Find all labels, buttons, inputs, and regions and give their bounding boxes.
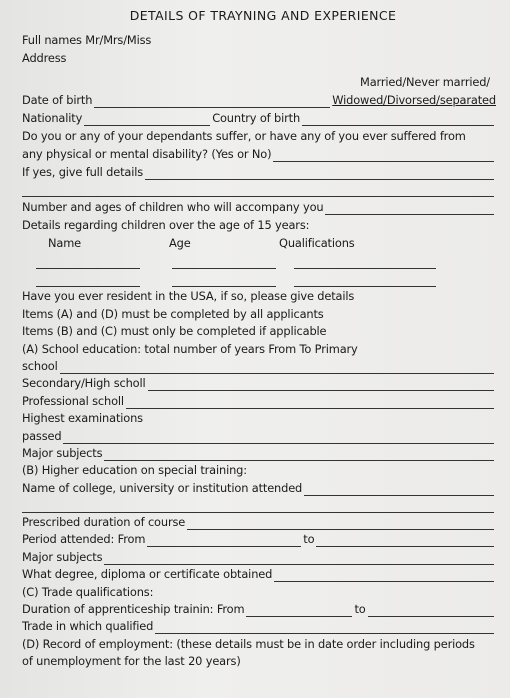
if-yes-label: If yes, give full details	[22, 165, 144, 179]
marital-status-options-2: Widowed/Divorsed/separated	[332, 93, 496, 107]
secondary-row	[22, 374, 496, 391]
address-row	[22, 48, 496, 66]
disability-question-1: Do you or any of your dependants suffer, or have any of you ever suffered from	[22, 129, 466, 143]
items-ad-row	[22, 304, 496, 321]
marital-status-row	[22, 72, 496, 90]
apprenticeship-to-label: to	[354, 602, 366, 617]
disability-question-row-2	[22, 144, 496, 162]
section-a-heading-row	[22, 339, 496, 356]
items-bc-note: Items (B) and (C) must only be completed if applicable	[22, 324, 327, 339]
dob-field[interactable]	[94, 95, 330, 108]
if-yes-extra-line[interactable]	[22, 180, 494, 197]
child-name-field[interactable]	[36, 274, 140, 287]
passed-row	[22, 426, 496, 443]
child-name-field[interactable]	[36, 256, 140, 269]
section-d-row-2	[22, 652, 496, 669]
child-age-field[interactable]	[172, 256, 276, 269]
professional-field[interactable]	[126, 396, 494, 409]
major-subjects-b-field[interactable]	[104, 552, 494, 565]
if-yes-row	[22, 162, 496, 180]
period-to-label: to	[303, 532, 315, 547]
items-ad-note: Items (A) and (D) must be completed by all applicants	[22, 306, 324, 321]
college-extra-line[interactable]	[22, 496, 494, 513]
usa-row	[22, 287, 496, 304]
school-row	[22, 357, 496, 374]
children-col-name: Name	[48, 236, 82, 250]
nationality-field[interactable]	[84, 113, 210, 126]
section-b-heading: (B) Higher education on special training:	[22, 463, 247, 478]
country-of-birth-field[interactable]	[302, 113, 494, 126]
period-from-label: Period attended: From	[22, 532, 146, 547]
school-label: school	[22, 358, 58, 373]
children-table-row	[22, 251, 496, 269]
children-col-age: Age	[169, 236, 191, 250]
professional-label: Professional scholl	[22, 393, 124, 408]
address-label: Address	[22, 51, 67, 65]
duration-label: Prescribed duration of course	[22, 515, 186, 530]
passed-label: passed	[22, 428, 62, 443]
college-field[interactable]	[304, 483, 494, 496]
usa-question: Have you ever resident in the USA, if so, please give details	[22, 289, 355, 304]
nationality-label: Nationality	[22, 111, 83, 125]
trade-row	[22, 617, 496, 634]
if-yes-field[interactable]	[145, 167, 494, 180]
degree-field[interactable]	[274, 569, 494, 582]
period-from-field[interactable]	[147, 534, 301, 547]
children-col-qualifications: Qualifications	[279, 236, 355, 250]
trade-label: Trade in which qualified	[22, 619, 154, 634]
duration-field[interactable]	[187, 517, 494, 530]
child-qualifications-field[interactable]	[294, 274, 436, 287]
disability-question-row-1	[22, 126, 496, 144]
apprenticeship-from-label: Duration of apprenticeship trainin: From	[22, 602, 245, 617]
passed-field[interactable]	[63, 431, 494, 444]
child-qualifications-field[interactable]	[294, 256, 436, 269]
country-of-birth-label: Country of birth	[212, 111, 301, 125]
section-d-note: of unemployment for the last 20 years)	[22, 654, 241, 669]
major-subjects-b-row	[22, 547, 496, 564]
section-a-heading: (A) School education: total number of years From To Primary	[22, 341, 358, 356]
apprenticeship-row	[22, 600, 496, 617]
disability-answer-field[interactable]	[273, 149, 494, 162]
apprenticeship-to-field[interactable]	[368, 604, 494, 617]
marital-status-options-1: Married/Never married/	[360, 75, 490, 89]
period-row	[22, 530, 496, 547]
major-subjects-b-label: Major subjects	[22, 549, 103, 564]
nationality-row	[22, 108, 496, 126]
children-number-field[interactable]	[325, 202, 494, 215]
section-b-heading-row	[22, 461, 496, 478]
form-title: DETAILS OF TRAYNING AND EXPERIENCE	[129, 8, 397, 23]
children-number-label: Number and ages of children who will accompany you	[22, 200, 324, 214]
apprenticeship-from-field[interactable]	[246, 604, 352, 617]
degree-row	[22, 565, 496, 582]
children-details-row	[22, 215, 496, 233]
section-c-heading: (C) Trade qualifications:	[22, 584, 154, 599]
section-d-heading: (D) Record of employment: (these details must be in date order including periods	[22, 636, 475, 651]
full-names-label: Full names Mr/Mrs/Miss	[22, 33, 152, 47]
child-age-field[interactable]	[172, 274, 276, 287]
period-to-field[interactable]	[316, 534, 494, 547]
major-subjects-a-field[interactable]	[104, 448, 494, 461]
professional-row	[22, 391, 496, 408]
children-table-row	[22, 269, 496, 287]
dob-row	[22, 90, 496, 108]
children-table-header	[22, 233, 496, 251]
highest-exams-label: Highest examinations	[22, 411, 143, 426]
section-c-heading-row	[22, 582, 496, 599]
secondary-label: Secondary/High scholl	[22, 376, 146, 391]
duration-row	[22, 513, 496, 530]
full-names-row	[22, 30, 496, 48]
secondary-field[interactable]	[148, 378, 494, 391]
children-number-row	[22, 197, 496, 215]
children-details-label: Details regarding children over the age of 15 years:	[22, 218, 310, 232]
section-d-row-1	[22, 634, 496, 651]
major-subjects-a-label: Major subjects	[22, 445, 103, 460]
dob-label: Date of birth	[22, 93, 93, 107]
major-subjects-a-row	[22, 444, 496, 461]
items-bc-row	[22, 322, 496, 339]
college-row	[22, 478, 496, 495]
school-field[interactable]	[60, 361, 494, 374]
highest-exams-row	[22, 409, 496, 426]
trade-field[interactable]	[155, 621, 494, 634]
disability-question-2: any physical or mental disability? (Yes or No)	[22, 147, 272, 161]
college-label: Name of college, university or institution attended	[22, 480, 303, 495]
degree-label: What degree, diploma or certificate obtained	[22, 567, 273, 582]
